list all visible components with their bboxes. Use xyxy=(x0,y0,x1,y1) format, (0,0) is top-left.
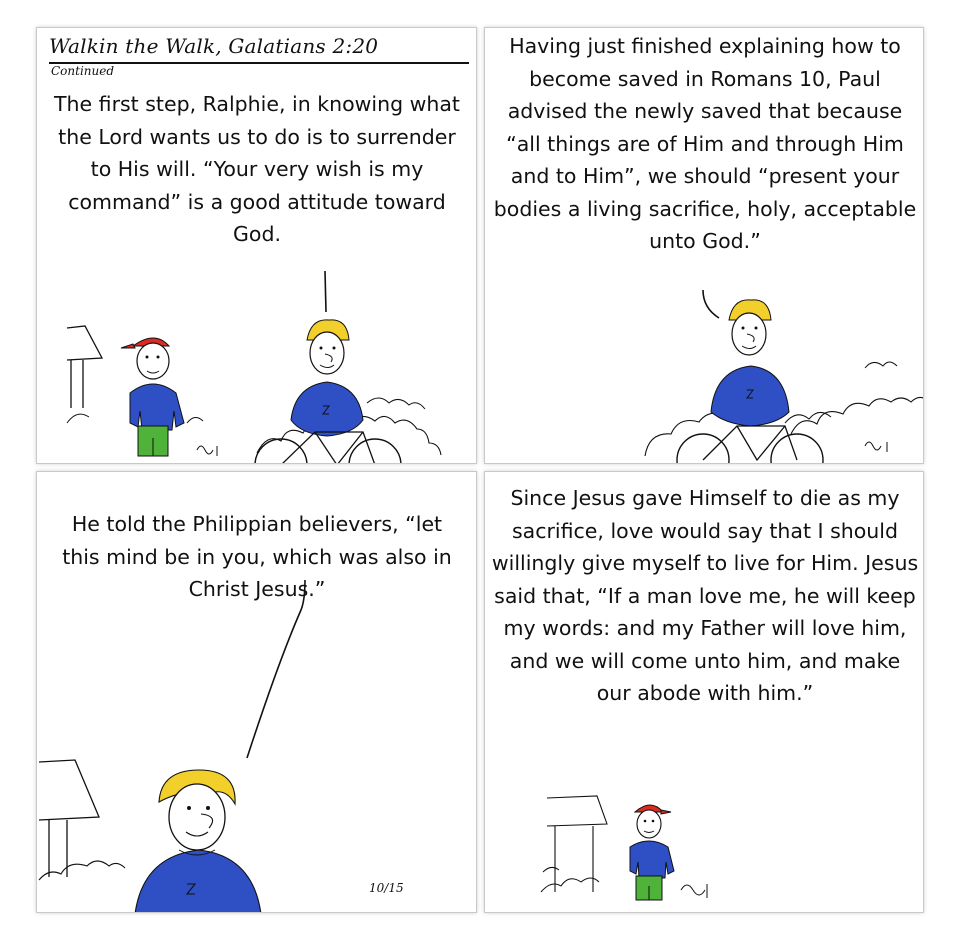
walker-character xyxy=(255,320,401,464)
ralphie-character xyxy=(121,338,184,456)
comic-date: 10/15 xyxy=(369,881,404,895)
comic-subtitle: Continued xyxy=(51,64,115,78)
panel-3-illustration xyxy=(37,472,477,913)
comic-panel-4 xyxy=(484,471,924,913)
walker-character xyxy=(135,770,261,913)
comic-panel-1 xyxy=(36,27,477,464)
comic-panel-2 xyxy=(484,27,924,464)
panel-2-illustration xyxy=(485,28,924,464)
comic-title: Walkin the Walk, Galatians 2:20 xyxy=(49,34,379,58)
comic-panel-3 xyxy=(36,471,477,913)
walker-character xyxy=(677,300,823,464)
dialogue-text: Since Jesus gave Himself to die as my sacrifice, love would say that I should willingly give myself to live for Him. Jesus said that, “If a man love me, he will keep my words: and my Father will love him, and we will come unto him, and make our abode with him.” xyxy=(491,486,919,705)
dialogue-text: The first step, Ralphie, in knowing what the Lord wants us to do is to surrender to His will. “Your very wish is my command” is a good attitude toward God. xyxy=(54,92,460,246)
panel-4-illustration xyxy=(485,472,924,913)
ralphie-character xyxy=(630,805,674,900)
dialogue-text: Having just finished explaining how to become saved in Romans 10, Paul advised the newly saved that because “all things are of Him and through Him and to Him”, we should “present your bodies a living sacrifice, holy, acceptable unto God.” xyxy=(493,34,917,253)
dialogue-text: He told the Philippian believers, “let this mind be in you, which was also in Christ Jesus.” xyxy=(62,512,452,601)
panel-1-illustration xyxy=(37,28,477,464)
